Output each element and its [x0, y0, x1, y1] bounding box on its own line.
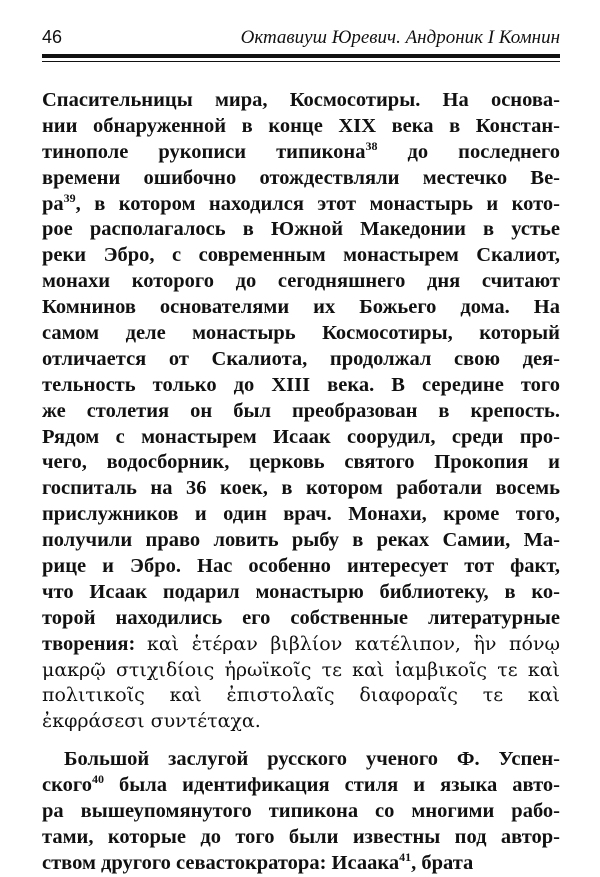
line-text: торой находились его собственные литературные — [42, 606, 560, 629]
header-rule-thick — [42, 54, 560, 58]
text-line — [42, 399, 560, 425]
line-text: ра — [42, 192, 64, 215]
line-text: времени ошибочно отождествляли местечко Ве- — [42, 166, 560, 189]
text-line — [42, 554, 560, 580]
line-text: ра вышеупомянутого типикона со многими рабо- — [42, 800, 560, 823]
line-text: госпиталь на 36 коек, в котором работали восемь — [42, 477, 560, 500]
text-line — [42, 580, 560, 606]
line-text: творения: — [42, 632, 147, 655]
line-text: Большой заслугой русского ученого Ф. Успен- — [64, 748, 560, 771]
greek-quote: πολιτικοῖς καὶ ἐπιστολαῖς διαφοραῖς τε καὶ — [42, 684, 560, 707]
footnote-ref: 41 — [399, 849, 412, 864]
text-line — [42, 269, 560, 295]
text-line — [42, 88, 560, 114]
line-text: получили право ловить рыбу в реках Самии, Ма- — [42, 529, 560, 552]
footnote-ref: 39 — [63, 190, 76, 205]
text-line — [42, 528, 560, 554]
paragraph — [42, 88, 560, 735]
line-text: тельность только до XIII века. В середине того — [42, 373, 560, 396]
line-text: рице и Эбро. Нас особенно интересует тот факт, — [42, 555, 560, 578]
text-line — [42, 450, 560, 476]
greek-quote: ἐκφράσεσι συντέταχα. — [42, 710, 261, 733]
text-line — [42, 709, 560, 735]
line-text: нии обнаруженной в конце XIX века в Констан- — [42, 114, 560, 137]
paragraph — [42, 747, 560, 876]
line-text: отличается от Скалиота, продолжал свою дея- — [42, 347, 560, 370]
text-line — [42, 321, 560, 347]
text-line — [42, 606, 560, 632]
line-text: самом деле монастырь Космосотиры, который — [42, 322, 560, 345]
text-line — [42, 851, 560, 877]
line-text: же столетия он был преобразован в крепость. — [42, 399, 560, 422]
text-line — [42, 747, 560, 773]
paragraph-gap — [42, 735, 560, 747]
running-title: Октавиуш Юревич. Андроник I Комнин — [240, 27, 560, 48]
line-text: монахи которого до сегодняшнего дня считают — [42, 270, 560, 293]
line-text: , в котором находился этот монастырь и кото- — [75, 192, 560, 215]
text-line — [42, 192, 560, 218]
line-text: реки Эбро, с современным монастырем Скалиот, — [42, 244, 560, 267]
line-text: что Исаак подарил монастырю библиотеку, в ко- — [42, 580, 560, 603]
text-line — [42, 347, 560, 373]
line-text: чего, водосборник, церковь святого Прокопия и — [42, 451, 560, 474]
text-line — [42, 825, 560, 851]
text-line — [42, 476, 560, 502]
line-text: рое располагалось в Южной Македонии в устье — [42, 218, 560, 241]
text-line — [42, 217, 560, 243]
line-text: , брата — [411, 851, 474, 874]
line-text: прислужников и один врач. Монахи, кроме того, — [42, 503, 560, 526]
running-header — [42, 27, 560, 51]
line-text: Спасительницы мира, Космосотиры. На основа- — [42, 89, 560, 111]
line-text: тами, которые до того были известны под автор- — [42, 825, 560, 848]
text-line — [42, 243, 560, 269]
line-text: Рядом с монастырем Исаак соорудил, среди про- — [42, 425, 560, 448]
line-text: Комнинов основателями их Божьего дома. На — [42, 296, 560, 319]
body-text — [42, 88, 560, 877]
text-line — [42, 114, 560, 140]
text-line — [42, 373, 560, 399]
line-text: ского — [42, 774, 92, 797]
header-rule-thin — [42, 61, 560, 62]
text-line — [42, 166, 560, 192]
greek-quote: καὶ ἑτέραν βιβλίον κατέλιπον, ἣν πόνῳ — [146, 632, 561, 655]
line-text: тинополе рукописи типикона — [42, 140, 366, 163]
text-line — [42, 683, 560, 709]
text-line — [42, 799, 560, 825]
text-line — [42, 140, 560, 166]
text-line — [42, 773, 560, 799]
page-number: 46 — [42, 27, 63, 47]
line-text: до последнего — [377, 140, 560, 163]
greek-quote: μακρῷ στιχιδίοις ἡρωϊκοῖς τε καὶ ἰαμβικοῖς τε καὶ — [42, 658, 560, 681]
text-line — [42, 295, 560, 321]
line-text: была идентификация стиля и языка авто- — [103, 774, 560, 797]
line-text: ством другого севастократора: Исаака — [42, 851, 400, 874]
footnote-ref: 38 — [365, 138, 378, 153]
footnote-ref: 40 — [91, 772, 104, 787]
text-line — [42, 425, 560, 451]
text-line — [42, 502, 560, 528]
text-line — [42, 632, 560, 658]
text-line — [42, 658, 560, 684]
